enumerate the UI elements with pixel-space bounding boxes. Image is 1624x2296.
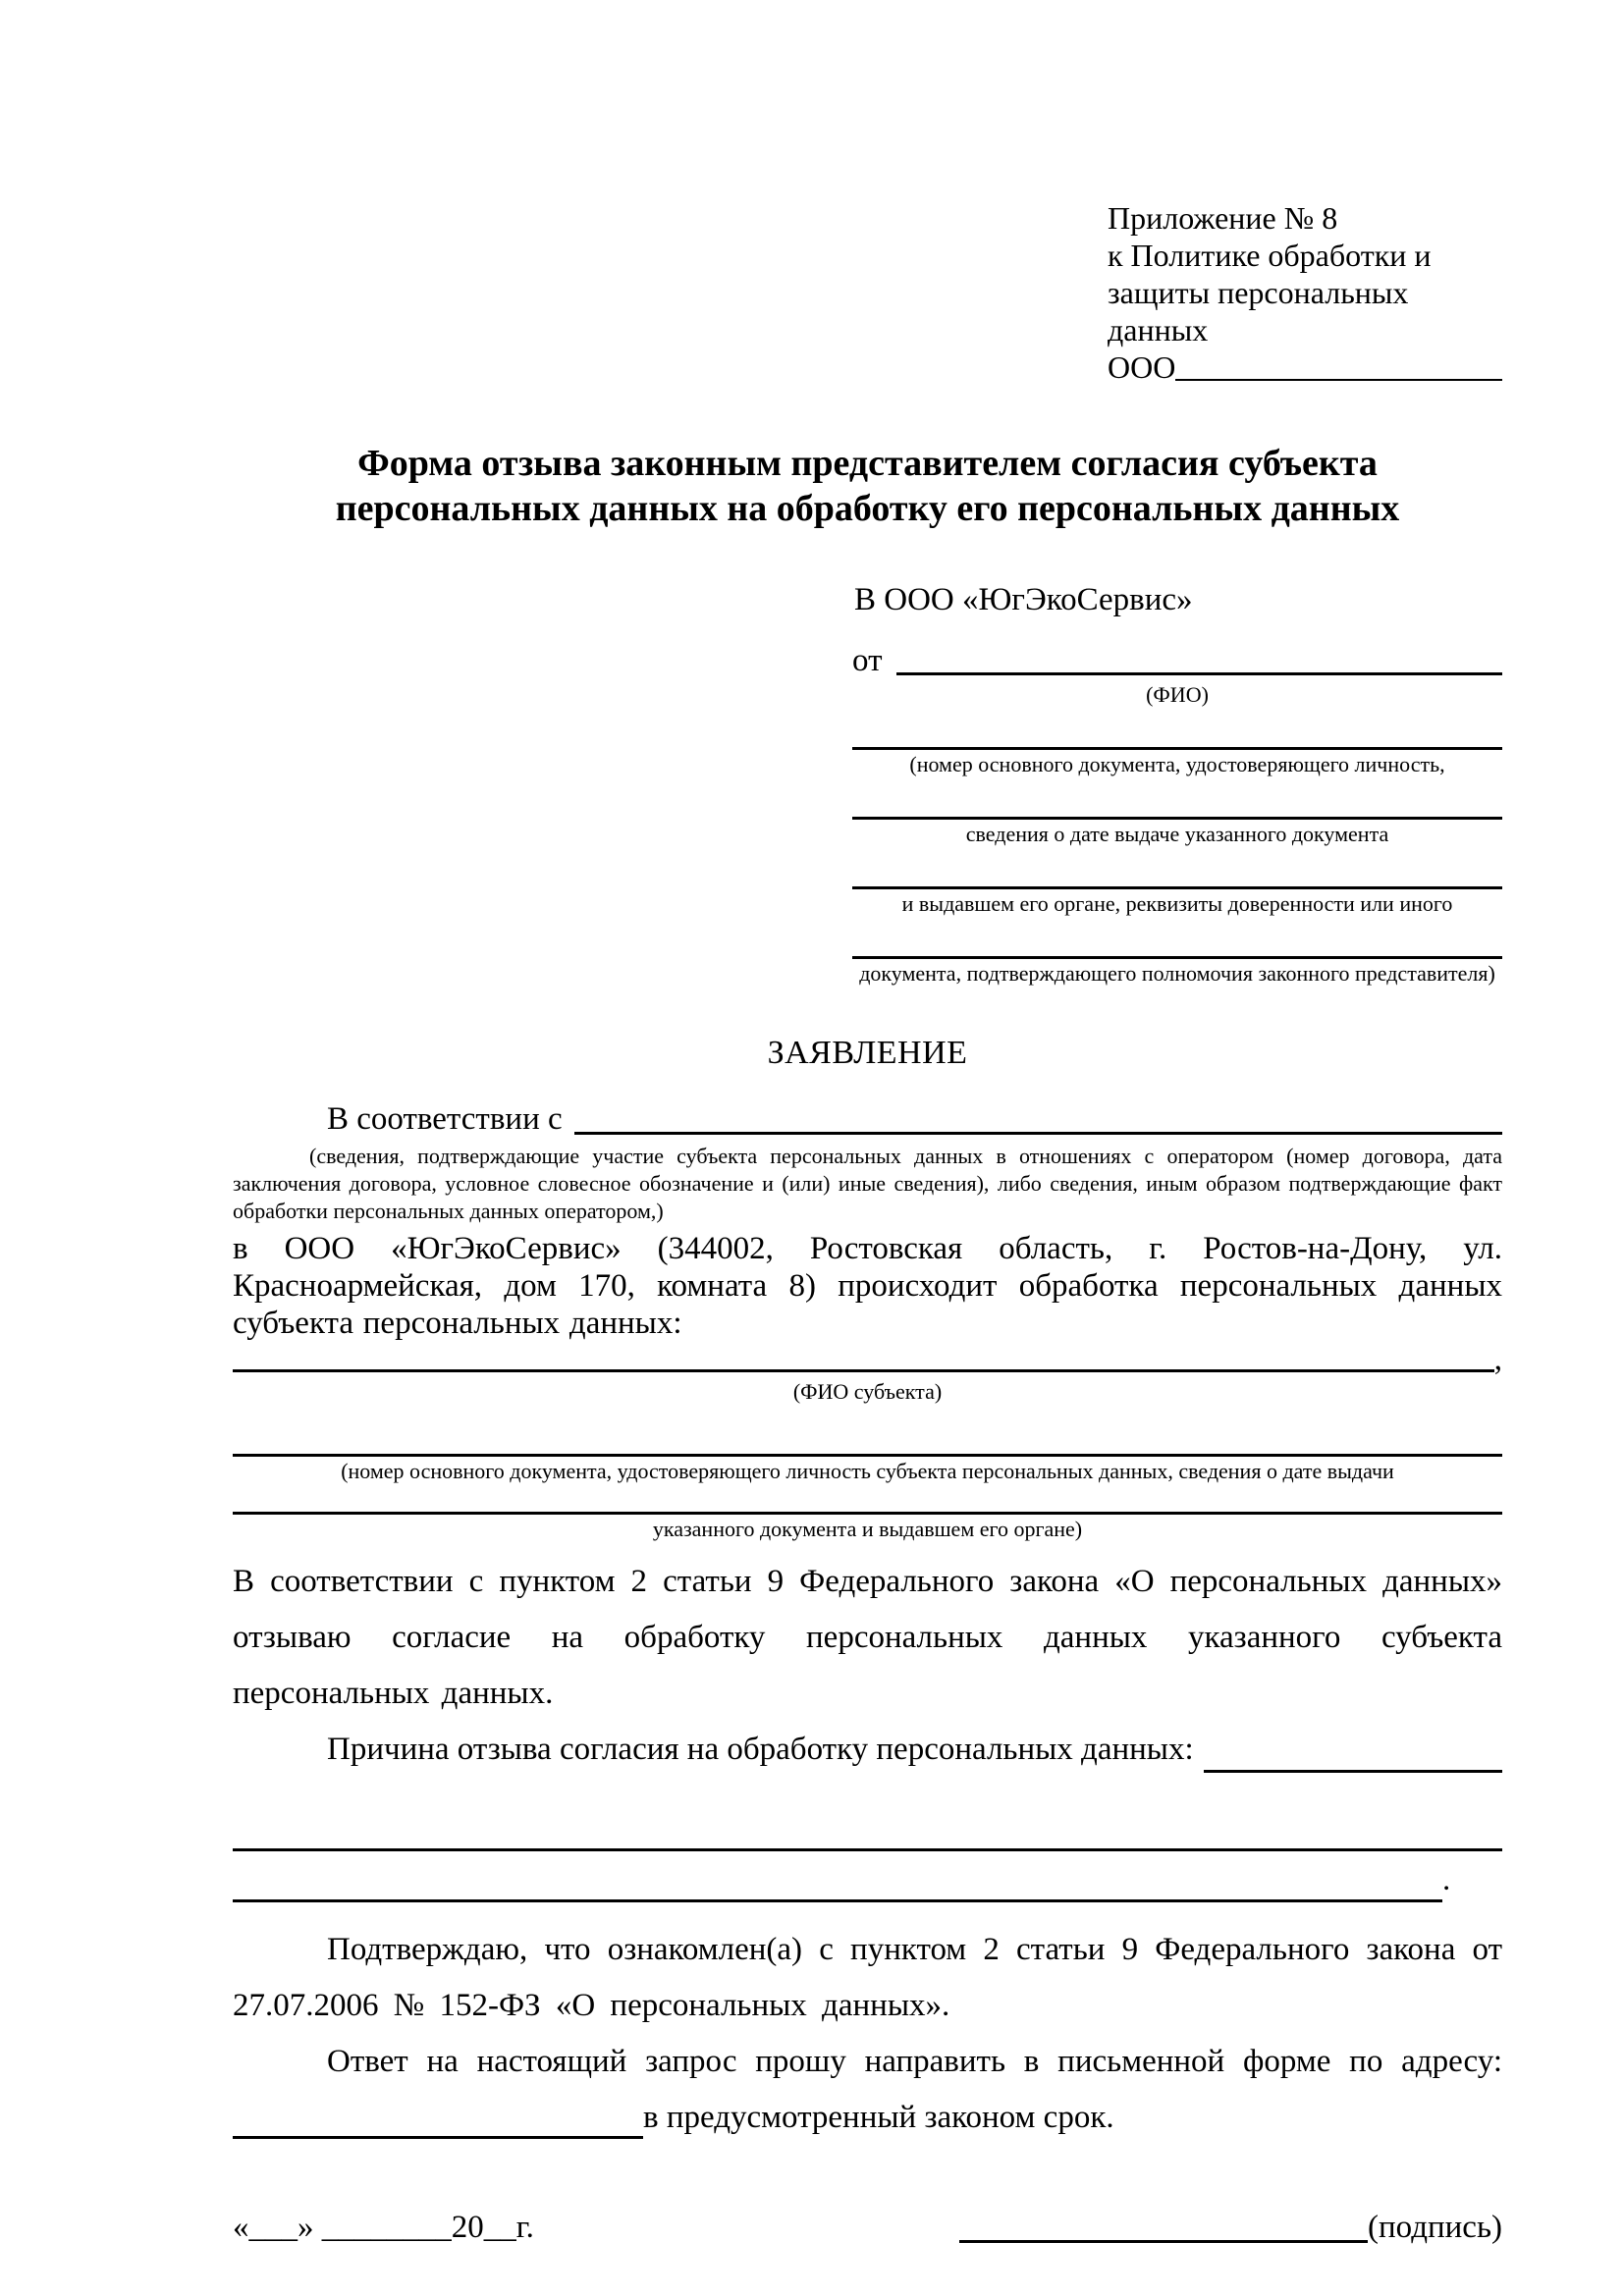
company-prefix: ООО	[1108, 349, 1176, 385]
reply-address-blank-line	[233, 2136, 643, 2139]
reason-label: Причина отзыва согласия на обработку персональных данных:	[327, 1732, 1194, 1767]
intro-caption: (сведения, подтверждающие участие субъекта персональных данных в отношениях с оператором (номер договора, дата заключения договора, условное словесное обозначение и (или) иные сведения), либо сведения, иным образом подтверждающие факт обработки персональных данных оператором,)	[233, 1144, 1502, 1223]
doc-number-caption: (номер основного документа, удостоверяющего личность,	[909, 752, 1445, 776]
company-name-row	[1108, 348, 1502, 386]
reason-blank-row3	[233, 1851, 1502, 1908]
company-name-blank-line	[1175, 379, 1502, 381]
document-title-line2: персональных данных на обработку его персональных данных	[335, 488, 1400, 529]
from-row	[852, 641, 1502, 680]
operator-paragraph: в ООО «ЮгЭкоСервис» (344002, Ростовская область, г. Ростов-на-Дону, ул. Красноармейская, дом 170, комната 8) происходит обработка персональных данных субъекта персональных данных:	[233, 1231, 1502, 1341]
signature-blank-line	[959, 2240, 1368, 2243]
reason-period: .	[1442, 1862, 1451, 1897]
appendix-policy-line: к Политике обработки и	[1108, 238, 1432, 273]
signature-row	[959, 2206, 1502, 2249]
doc-authority-blank-line	[852, 847, 1502, 889]
reason-blank-line2	[233, 1803, 1502, 1851]
doc-powers-caption: документа, подтверждающего полномочия законного представителя)	[859, 961, 1495, 986]
doc-authority-caption: и выдавшем его органе, реквизиты доверенности или иного	[901, 891, 1453, 916]
fio-caption: (ФИО)	[1146, 682, 1209, 707]
addressee-block	[852, 580, 1502, 987]
signature-caption: (подпись)	[1368, 2210, 1502, 2245]
doc-powers-blank-line	[852, 917, 1502, 959]
intro-label: В соответствии с	[327, 1101, 563, 1137]
subject-doc-blank-line1	[233, 1413, 1502, 1457]
subject-fio-row	[233, 1342, 1502, 1377]
intro-blank-line	[574, 1132, 1502, 1135]
confirm-paragraph: Подтверждаю, что ознакомлен(а) с пунктом 2 статьи 9 Федерального закона от 27.07.2006 № 152-ФЗ «О персональных данных».	[233, 1932, 1502, 2023]
withdraw-paragraph: В соответствии с пунктом 2 статьи 9 Федерального закона «О персональных данных» отзываю согласие на обработку персональных данных указанного субъекта персональных данных.	[233, 1564, 1502, 1711]
document-title	[233, 441, 1502, 531]
from-name-blank-line	[896, 672, 1503, 675]
footer-row	[233, 2206, 1502, 2249]
subject-fio-blank-line	[233, 1369, 1494, 1372]
subject-fio-caption: (ФИО субъекта)	[792, 1379, 943, 1404]
statement-heading: ЗАЯВЛЕНИЕ	[767, 1035, 968, 1071]
appendix-number: Приложение № 8	[1108, 200, 1338, 236]
from-label: от	[852, 643, 883, 678]
subject-doc-caption1: (номер основного документа, удостоверяющего личность субъекта персональных данных, сведения о дате выдачи	[341, 1459, 1394, 1483]
reason-row	[233, 1722, 1502, 1778]
reason-blank-line3	[233, 1899, 1442, 1902]
doc-issue-date-blank-line	[852, 777, 1502, 820]
reply-paragraph: Ответ на настоящий запрос прошу направить в письменной форме по адресу:	[327, 2044, 1502, 2079]
document-title-line1: Форма отзыва законным представителем согласия субъекта	[357, 443, 1378, 484]
date-line: «___» ________20__г.	[233, 2210, 534, 2245]
reply-address-row	[233, 2090, 1502, 2145]
reply-suffix: в предусмотренный законом срок.	[643, 2100, 1114, 2135]
doc-number-blank-line	[852, 708, 1502, 750]
subject-fio-comma: ,	[1493, 1342, 1502, 1377]
doc-issue-date-caption: сведения о дате выдаче указанного документа	[965, 822, 1389, 846]
addressee-company: В ООО «ЮгЭкоСервис»	[854, 582, 1193, 617]
subject-doc-caption2: указанного документа и выдавшем его органе)	[652, 1517, 1083, 1541]
appendix-policy-line2: защиты персональных данных	[1108, 275, 1409, 347]
intro-row	[233, 1098, 1502, 1140]
appendix-header	[1108, 199, 1502, 386]
subject-doc-blank-line2	[233, 1484, 1502, 1515]
reason-blank-line	[1204, 1770, 1502, 1773]
